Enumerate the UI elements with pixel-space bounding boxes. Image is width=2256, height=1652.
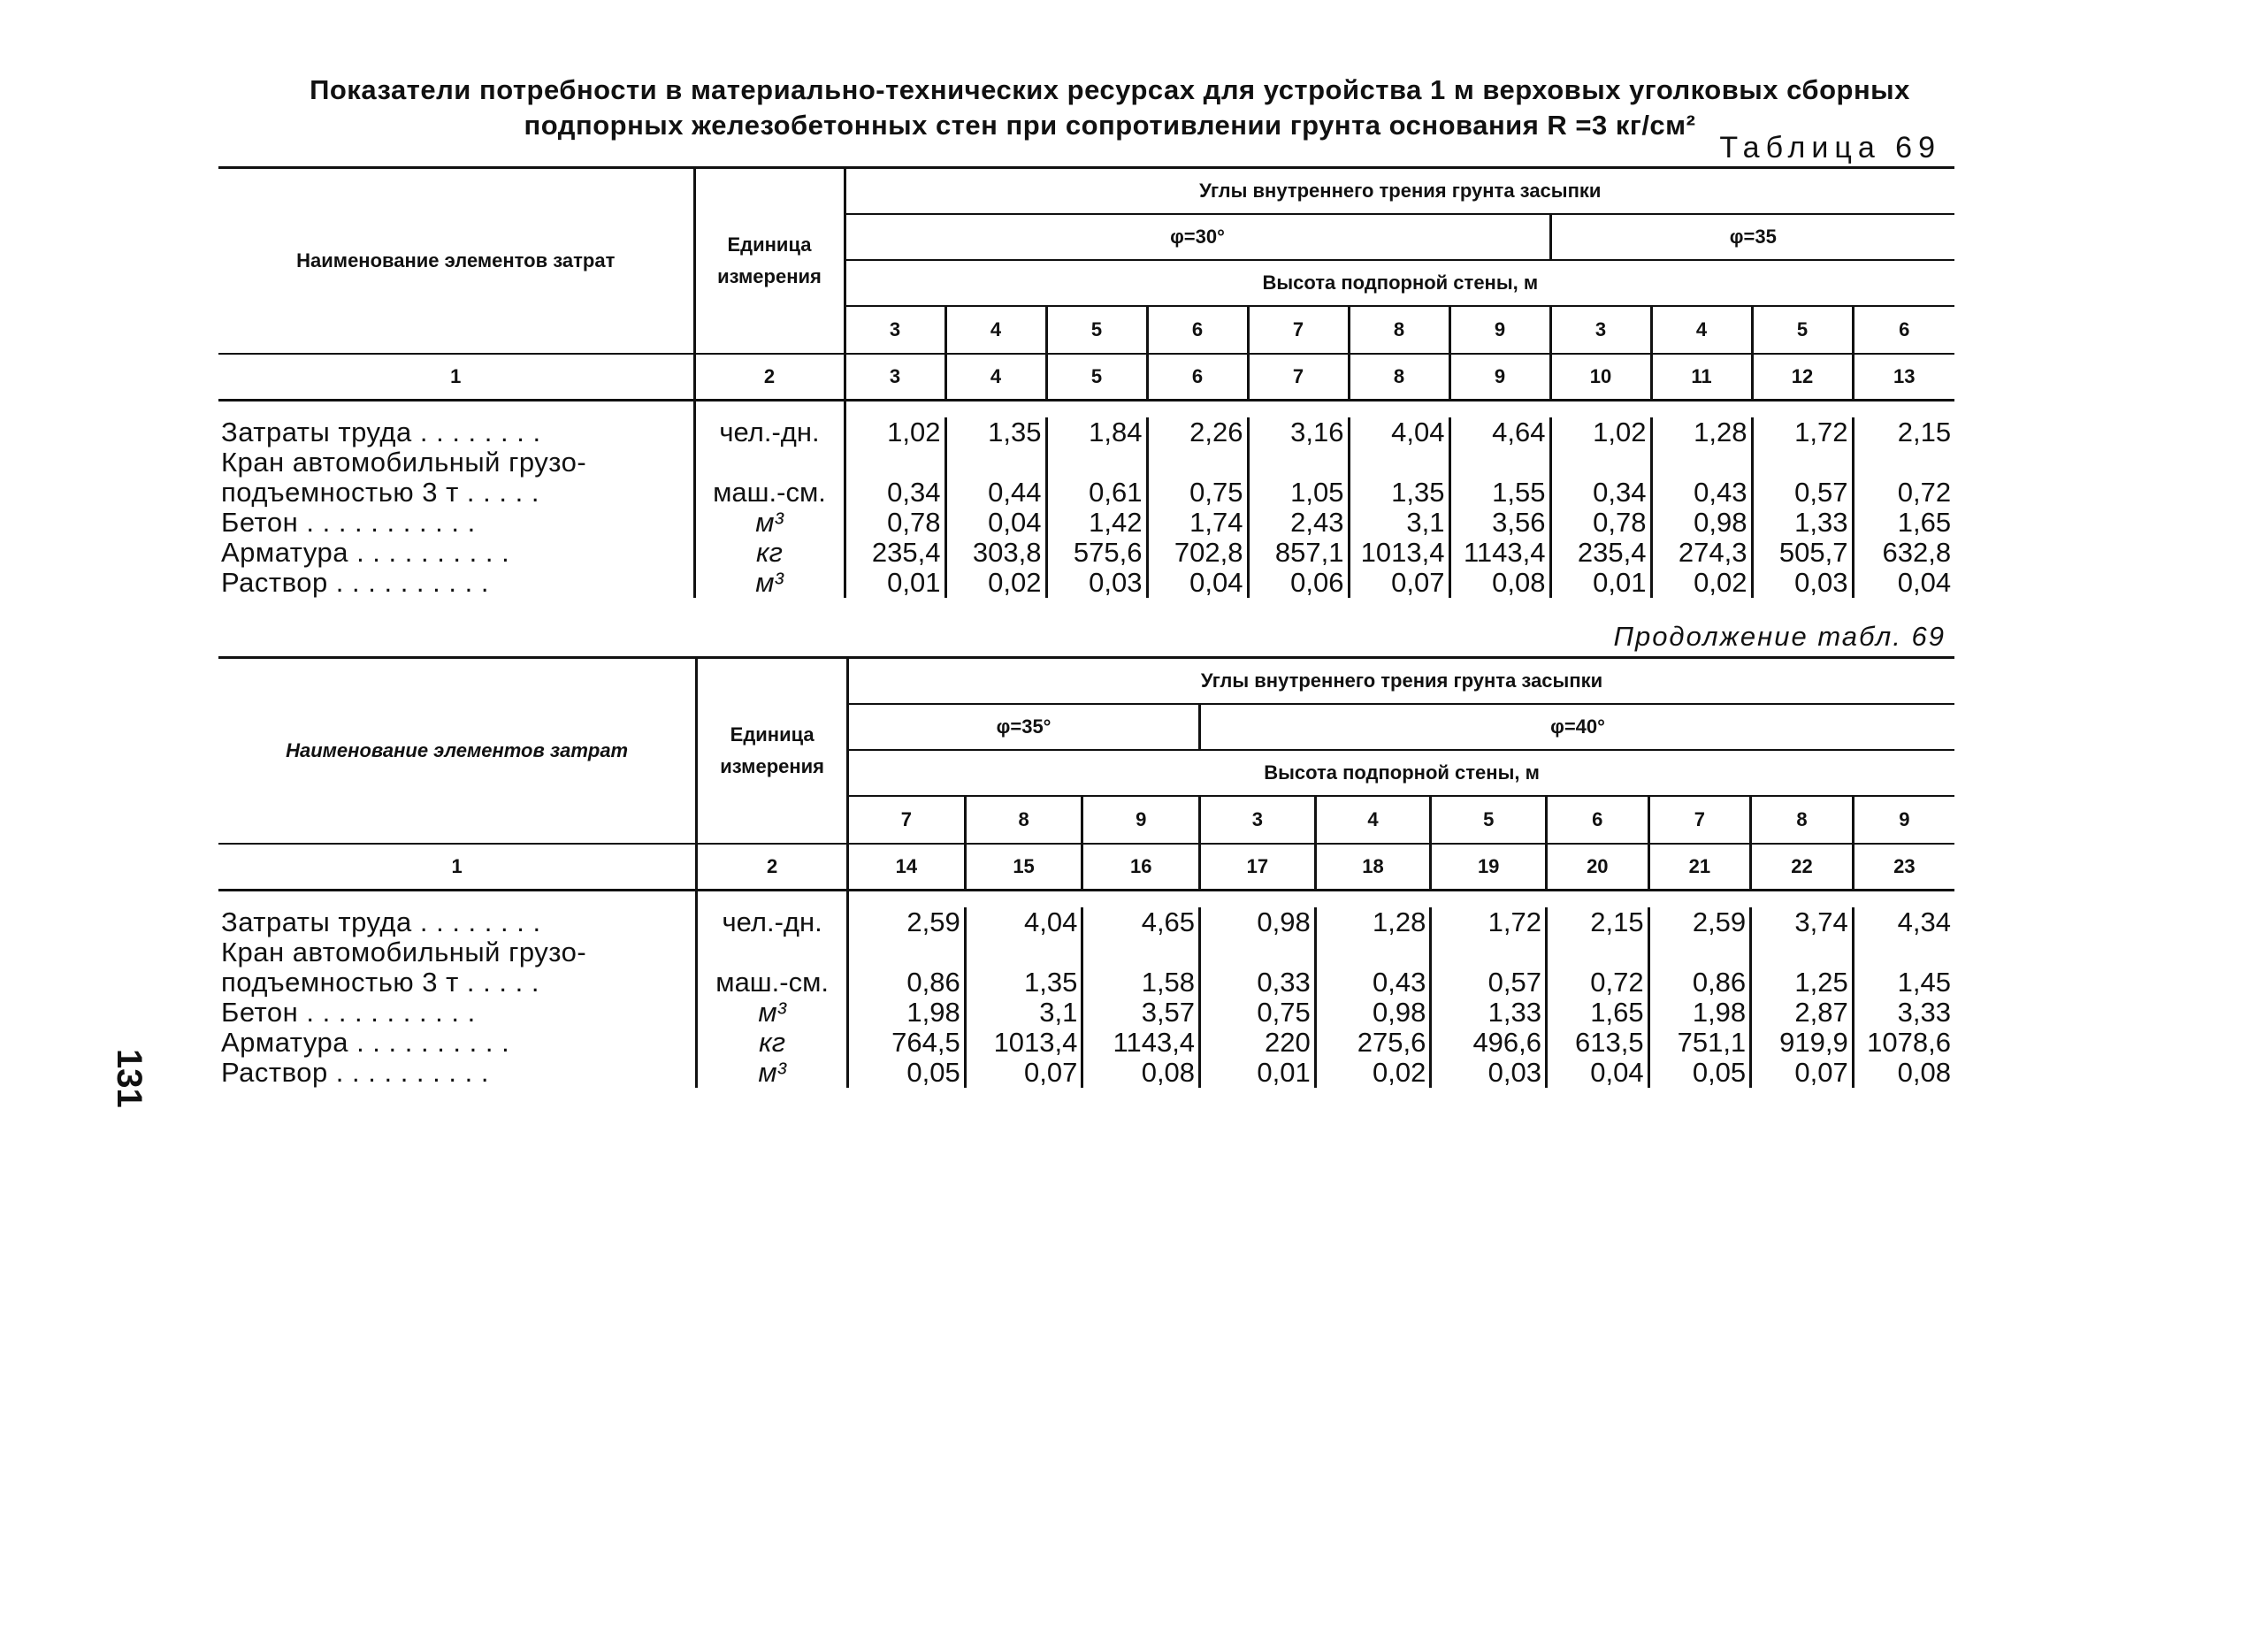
value-cell: 0,44: [945, 478, 1046, 508]
value-cell: 0,04: [945, 508, 1046, 538]
value-cell: 0,06: [1248, 568, 1349, 598]
value-cell: 1,84: [1046, 417, 1147, 447]
value-cell: 0,98: [1315, 998, 1431, 1028]
height-cell: 7: [1648, 796, 1751, 844]
value-cell: 1013,4: [965, 1028, 1082, 1058]
resource-table-2: [218, 656, 1954, 1088]
value-cell: [1547, 937, 1649, 967]
height-cell: 5: [1046, 306, 1147, 354]
value-cell: 0,03: [1752, 568, 1853, 598]
table-row: [218, 998, 1954, 1028]
column-number: 17: [1200, 844, 1316, 891]
value-cell: 0,34: [1550, 478, 1651, 508]
height-cell: 8: [1751, 796, 1854, 844]
value-cell: 764,5: [848, 1028, 966, 1058]
column-number: 5: [1046, 354, 1147, 401]
value-cell: 751,1: [1648, 1028, 1751, 1058]
column-number: 11: [1651, 354, 1752, 401]
group-header: Углы внутреннего трения грунта засыпки: [848, 658, 1954, 705]
value-cell: 0,78: [845, 508, 945, 538]
value-cell: 0,05: [848, 1058, 966, 1088]
name-column-header: Наименование элементов затрат: [218, 168, 694, 355]
value-cell: 1078,6: [1853, 1028, 1954, 1058]
value-cell: 0,07: [965, 1058, 1082, 1088]
value-cell: [1449, 447, 1550, 478]
value-cell: 0,08: [1082, 1058, 1200, 1088]
name-column-header: Наименование элементов затрат: [218, 658, 697, 845]
value-cell: 1,35: [1349, 478, 1449, 508]
column-number: 12: [1752, 354, 1853, 401]
value-cell: [1147, 447, 1248, 478]
value-cell: 0,02: [1651, 568, 1752, 598]
value-cell: [1046, 447, 1147, 478]
value-cell: 1,74: [1147, 508, 1248, 538]
phi-40-header: φ=40°: [1200, 704, 1954, 750]
height-cell: 5: [1431, 796, 1547, 844]
height-cell: 7: [848, 796, 966, 844]
height-cell: 8: [1349, 306, 1449, 354]
row-unit: чел.-дн.: [694, 417, 845, 447]
value-cell: 632,8: [1853, 538, 1954, 568]
resource-table-1: [218, 166, 1954, 598]
table-row: [218, 508, 1954, 538]
value-cell: 2,26: [1147, 417, 1248, 447]
table-row: [218, 478, 1954, 508]
phi-35-header: φ=35°: [848, 704, 1200, 750]
value-cell: 1,28: [1651, 417, 1752, 447]
value-cell: [1349, 447, 1449, 478]
row-unit: м³: [694, 508, 845, 538]
value-cell: [1431, 937, 1547, 967]
value-cell: 0,07: [1751, 1058, 1854, 1088]
column-number: 6: [1147, 354, 1248, 401]
table-row: [218, 1028, 1954, 1058]
value-cell: 0,86: [1648, 967, 1751, 998]
height-cell: 4: [945, 306, 1046, 354]
value-cell: 1,72: [1431, 907, 1547, 937]
value-cell: 2,59: [848, 907, 966, 937]
height-cell: 9: [1853, 796, 1954, 844]
value-cell: 3,56: [1449, 508, 1550, 538]
column-number: 18: [1315, 844, 1431, 891]
value-cell: 1,33: [1431, 998, 1547, 1028]
value-cell: 1,02: [845, 417, 945, 447]
value-cell: 1,35: [945, 417, 1046, 447]
column-number: 1: [218, 844, 697, 891]
table-row: [218, 447, 1954, 478]
column-number: 14: [848, 844, 966, 891]
value-cell: 0,04: [1547, 1058, 1649, 1088]
height-cell: 3: [1550, 306, 1651, 354]
value-cell: 919,9: [1751, 1028, 1854, 1058]
value-cell: 3,33: [1853, 998, 1954, 1028]
value-cell: [945, 447, 1046, 478]
column-number: 23: [1853, 844, 1954, 891]
page-number: 131: [110, 1049, 149, 1108]
value-cell: 1,28: [1315, 907, 1431, 937]
value-cell: 0,08: [1853, 1058, 1954, 1088]
value-cell: 1,65: [1547, 998, 1649, 1028]
column-number: 2: [697, 844, 848, 891]
value-cell: [848, 937, 966, 967]
height-cell: 4: [1315, 796, 1431, 844]
value-cell: 303,8: [945, 538, 1046, 568]
column-number: 10: [1550, 354, 1651, 401]
column-number: 16: [1082, 844, 1200, 891]
value-cell: 505,7: [1752, 538, 1853, 568]
row-unit: чел.-дн.: [697, 907, 848, 937]
value-cell: [1550, 447, 1651, 478]
column-number: 7: [1248, 354, 1349, 401]
column-number: 8: [1349, 354, 1449, 401]
value-cell: 1,45: [1853, 967, 1954, 998]
table-row: [218, 538, 1954, 568]
value-cell: [1752, 447, 1853, 478]
value-cell: 1,33: [1752, 508, 1853, 538]
value-cell: 0,02: [1315, 1058, 1431, 1088]
column-number: 2: [694, 354, 845, 401]
value-cell: 0,04: [1147, 568, 1248, 598]
value-cell: 1,25: [1751, 967, 1854, 998]
column-number: 1: [218, 354, 694, 401]
phi-35-header: φ=35: [1550, 214, 1954, 260]
value-cell: 220: [1200, 1028, 1316, 1058]
value-cell: 274,3: [1651, 538, 1752, 568]
value-cell: 0,07: [1349, 568, 1449, 598]
table-row: [218, 568, 1954, 598]
value-cell: 0,43: [1651, 478, 1752, 508]
value-cell: [1651, 447, 1752, 478]
value-cell: 1143,4: [1449, 538, 1550, 568]
row-unit: м³: [694, 568, 845, 598]
value-cell: 2,87: [1751, 998, 1854, 1028]
title-line-1: Показатели потребности в материально-технических ресурсах для устройства 1 м верховых уголковых сборных: [310, 74, 1910, 105]
value-cell: 2,15: [1547, 907, 1649, 937]
value-cell: 275,6: [1315, 1028, 1431, 1058]
value-cell: 1143,4: [1082, 1028, 1200, 1058]
value-cell: [1082, 937, 1200, 967]
column-number: 9: [1449, 354, 1550, 401]
table-row: [218, 1058, 1954, 1088]
column-number: 4: [945, 354, 1046, 401]
value-cell: 4,64: [1449, 417, 1550, 447]
row-name: Раствор . . . . . . . . . .: [221, 1057, 489, 1088]
column-number: 21: [1648, 844, 1751, 891]
group-header: Углы внутреннего трения грунта засыпки: [845, 168, 1954, 215]
value-cell: 0,04: [1853, 568, 1954, 598]
value-cell: [845, 447, 945, 478]
value-cell: 0,05: [1648, 1058, 1751, 1088]
row-name: Затраты труда . . . . . . . .: [221, 417, 541, 447]
value-cell: 0,75: [1200, 998, 1316, 1028]
title-line-2: подпорных железобетонных стен при сопротивлении грунта основания R =3 кг/см²: [524, 110, 1696, 141]
row-name: Арматура . . . . . . . . . .: [221, 537, 510, 568]
value-cell: 1013,4: [1349, 538, 1449, 568]
value-cell: 3,57: [1082, 998, 1200, 1028]
row-unit: кг: [694, 538, 845, 568]
value-cell: 1,35: [965, 967, 1082, 998]
value-cell: 1,65: [1853, 508, 1954, 538]
row-unit: маш.-см.: [697, 967, 848, 998]
column-number: 22: [1751, 844, 1854, 891]
value-cell: 3,16: [1248, 417, 1349, 447]
value-cell: 0,02: [945, 568, 1046, 598]
column-number: 3: [845, 354, 945, 401]
height-cell: 6: [1147, 306, 1248, 354]
row-unit: м³: [697, 1058, 848, 1088]
table-row: [218, 417, 1954, 447]
height-cell: 7: [1248, 306, 1349, 354]
row-name: Бетон . . . . . . . . . . .: [221, 507, 476, 538]
value-cell: 0,75: [1147, 478, 1248, 508]
phi-30-header: φ=30°: [845, 214, 1550, 260]
row-unit: [694, 447, 845, 478]
value-cell: 0,57: [1752, 478, 1853, 508]
row-unit: маш.-см.: [694, 478, 845, 508]
height-cell: 6: [1547, 796, 1649, 844]
height-cell: 3: [1200, 796, 1316, 844]
row-name: Бетон . . . . . . . . . . .: [221, 997, 476, 1028]
value-cell: 575,6: [1046, 538, 1147, 568]
height-cell: 9: [1449, 306, 1550, 354]
value-cell: 1,98: [848, 998, 966, 1028]
value-cell: 613,5: [1547, 1028, 1649, 1058]
value-cell: 702,8: [1147, 538, 1248, 568]
row-name: Затраты труда . . . . . . . .: [221, 906, 541, 937]
value-cell: [1648, 937, 1751, 967]
value-cell: 0,78: [1550, 508, 1651, 538]
value-cell: 857,1: [1248, 538, 1349, 568]
value-cell: 1,55: [1449, 478, 1550, 508]
value-cell: 0,98: [1651, 508, 1752, 538]
column-number: 20: [1547, 844, 1649, 891]
value-cell: [1853, 447, 1954, 478]
height-cell: 6: [1853, 306, 1954, 354]
value-cell: 1,05: [1248, 478, 1349, 508]
table-row: [218, 937, 1954, 967]
value-cell: 0,34: [845, 478, 945, 508]
value-cell: 2,43: [1248, 508, 1349, 538]
value-cell: 1,58: [1082, 967, 1200, 998]
value-cell: 0,72: [1853, 478, 1954, 508]
value-cell: 1,02: [1550, 417, 1651, 447]
value-cell: [1200, 937, 1316, 967]
value-cell: 1,42: [1046, 508, 1147, 538]
height-cell: 9: [1082, 796, 1200, 844]
value-cell: 3,1: [965, 998, 1082, 1028]
value-cell: [1751, 937, 1854, 967]
height-cell: 8: [965, 796, 1082, 844]
column-number: 15: [965, 844, 1082, 891]
row-name: Кран автомобильный грузо-: [221, 937, 587, 967]
value-cell: 0,01: [845, 568, 945, 598]
table-label: Таблица 69: [1719, 131, 1941, 164]
value-cell: [1315, 937, 1431, 967]
value-cell: 1,98: [1648, 998, 1751, 1028]
row-unit: [697, 937, 848, 967]
value-cell: 3,1: [1349, 508, 1449, 538]
unit-column-header: Единица измерения: [694, 168, 845, 355]
table-row: [218, 967, 1954, 998]
value-cell: 0,43: [1315, 967, 1431, 998]
height-cell: 5: [1752, 306, 1853, 354]
value-cell: 0,03: [1431, 1058, 1547, 1088]
value-cell: [1248, 447, 1349, 478]
value-cell: 0,03: [1046, 568, 1147, 598]
row-name: подъемностью 3 т . . . . .: [221, 967, 539, 998]
row-name: подъемностью 3 т . . . . .: [221, 477, 539, 508]
value-cell: 0,01: [1550, 568, 1651, 598]
continuation-label: Продолжение табл. 69: [1613, 621, 1946, 652]
height-cell: 4: [1651, 306, 1752, 354]
row-name: Арматура . . . . . . . . . .: [221, 1027, 510, 1058]
value-cell: 3,74: [1751, 907, 1854, 937]
value-cell: 4,65: [1082, 907, 1200, 937]
value-cell: 0,33: [1200, 967, 1316, 998]
value-cell: 4,04: [1349, 417, 1449, 447]
table-row: [218, 907, 1954, 937]
height-header: Высота подпорной стены, м: [848, 750, 1954, 796]
value-cell: 0,57: [1431, 967, 1547, 998]
row-name: Раствор . . . . . . . . . .: [221, 567, 489, 598]
unit-column-header: Единица измерения: [697, 658, 848, 845]
value-cell: 0,72: [1547, 967, 1649, 998]
value-cell: 4,04: [965, 907, 1082, 937]
height-cell: 3: [845, 306, 945, 354]
value-cell: 0,61: [1046, 478, 1147, 508]
value-cell: 0,01: [1200, 1058, 1316, 1088]
row-unit: кг: [697, 1028, 848, 1058]
value-cell: 496,6: [1431, 1028, 1547, 1058]
value-cell: 0,98: [1200, 907, 1316, 937]
value-cell: 2,59: [1648, 907, 1751, 937]
value-cell: 1,72: [1752, 417, 1853, 447]
value-cell: 0,86: [848, 967, 966, 998]
column-number: 13: [1853, 354, 1954, 401]
value-cell: 235,4: [845, 538, 945, 568]
value-cell: 4,34: [1853, 907, 1954, 937]
value-cell: [1853, 937, 1954, 967]
value-cell: 2,15: [1853, 417, 1954, 447]
column-number: 19: [1431, 844, 1547, 891]
value-cell: [965, 937, 1082, 967]
value-cell: 235,4: [1550, 538, 1651, 568]
row-name: Кран автомобильный грузо-: [221, 447, 587, 478]
row-unit: м³: [697, 998, 848, 1028]
value-cell: 0,08: [1449, 568, 1550, 598]
height-header: Высота подпорной стены, м: [845, 260, 1954, 306]
